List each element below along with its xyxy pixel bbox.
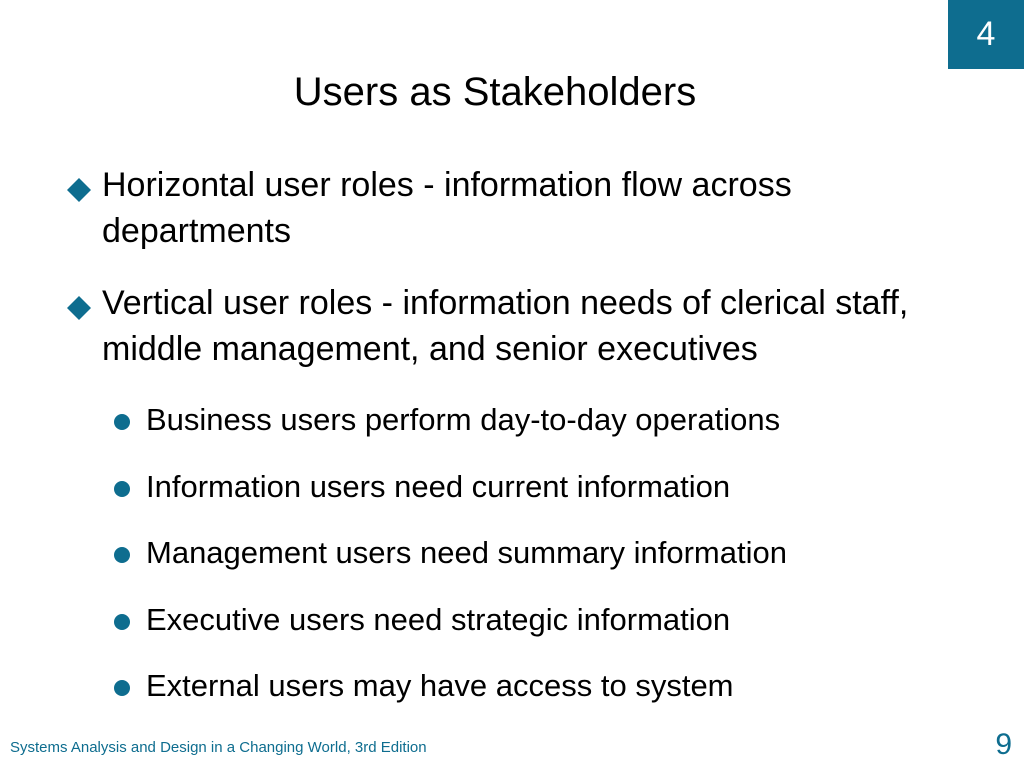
sub-bullet-information-users: [114, 467, 994, 507]
sub-bullet-text: Executive users need strategic information: [146, 602, 731, 637]
chapter-number: 4: [976, 15, 996, 53]
sub-bullet-text: Management users need summary information: [146, 535, 787, 570]
sub-bullet-business-users: [114, 400, 994, 440]
circle-bullet-icon: [114, 680, 130, 696]
bullet-text: Vertical user roles - information needs of clerical staff, middle management, and senior executives: [102, 284, 909, 368]
sub-bullet-external-users: [114, 666, 994, 706]
footer-text: Systems Analysis and Design in a Changing World, 3rd Edition: [10, 739, 427, 756]
page-number: 9: [995, 728, 1012, 761]
sub-bullet-text: Business users perform day-to-day operations: [146, 402, 781, 437]
bullet-vertical-roles: [66, 280, 986, 372]
chapter-badge: [948, 0, 1024, 69]
sub-bullet-text: Information users need current information: [146, 469, 731, 504]
circle-bullet-icon: [114, 414, 130, 430]
slide-title: Users as Stakeholders: [293, 70, 697, 114]
sub-bullet-text: External users may have access to system: [146, 668, 734, 703]
bullet-horizontal-roles: [66, 162, 986, 254]
circle-bullet-icon: [114, 614, 130, 630]
circle-bullet-icon: [114, 481, 130, 497]
diamond-icon: [66, 177, 92, 203]
circle-bullet-icon: [114, 547, 130, 563]
sub-bullet-executive-users: [114, 600, 994, 640]
diamond-icon: [66, 295, 92, 321]
bullet-text: Horizontal user roles - information flow across departments: [102, 166, 792, 250]
sub-bullet-management-users: [114, 533, 994, 573]
